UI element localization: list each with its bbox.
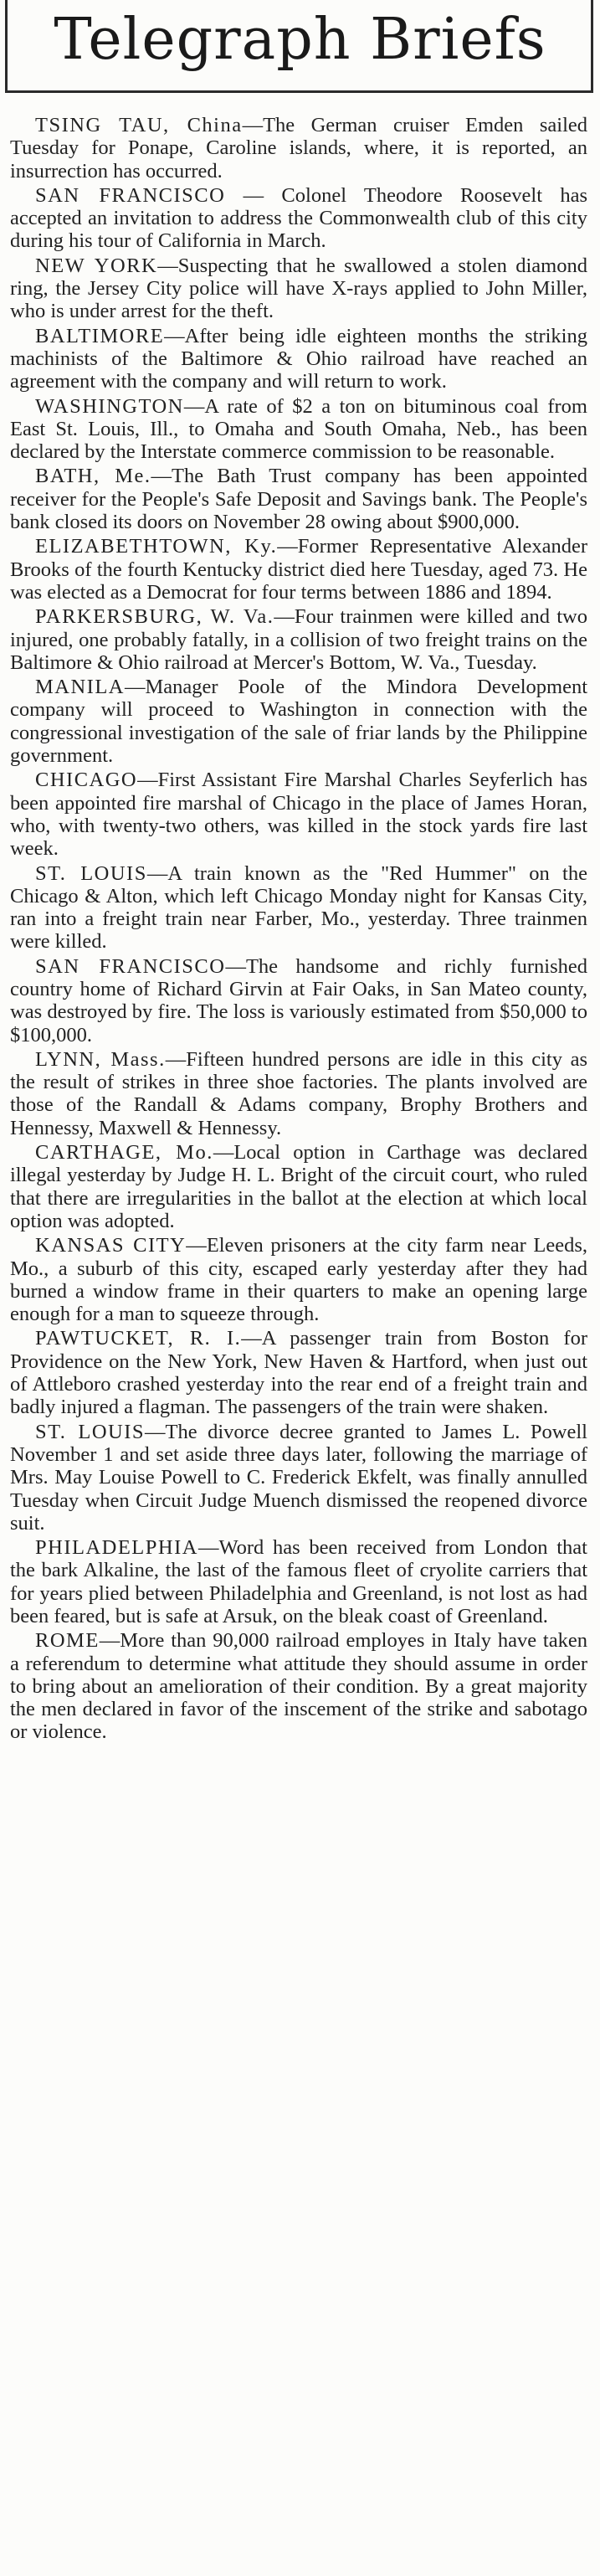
brief-dateline: LYNN, Mass.: [35, 1047, 166, 1071]
brief-text: —Four trainmen were killed and two injured, one probably fatally, in a collision of two freight trains on the Baltimore & Ohio railroad at Mercer's Bottom, W. Va., Tuesday.: [10, 605, 587, 674]
brief-dateline: WASHINGTON: [35, 394, 184, 418]
brief-text: —Manager Poole of the Mindora Development company will proceed to Washington in connection with the congressional investigation of the sale of friar lands by the Philippine government.: [10, 676, 587, 768]
brief-dateline: TSING TAU, China: [35, 114, 243, 136]
brief-item: [10, 1629, 587, 1743]
brief-dateline: CARTHAGE, Mo.: [35, 1141, 213, 1165]
brief-dateline: MANILA: [35, 676, 125, 699]
brief-text: —The German cruiser Emden sailed Tuesday for Ponape, Caroline islands, where, it is reported, an insurrection has occurred.: [10, 114, 587, 183]
brief-text: —Eleven prisoners at the city farm near Leeds, Mo., a suburb of this city, escaped early yesterday after they had burned a window frame in their quarters to make an opening large enough for a man to squeeze through.: [10, 1234, 587, 1326]
brief-item: [10, 1421, 587, 1535]
brief-item: [10, 255, 587, 323]
brief-text: —First Assistant Fire Marshal Charles Seyferlich has been appointed fire marshal of Chicago in the place of James Horan, who, with twenty-two others, was killed in the stock yards fire last week.: [10, 769, 587, 861]
brief-item: [10, 1141, 587, 1232]
brief-text: —The handsome and richly furnished country home of Richard Girvin at Fair Oaks, in San Mateo county, was destroyed by fire. The loss is variously estimated from $50,000 to $100,000.: [10, 954, 587, 1046]
brief-item: [10, 769, 587, 860]
brief-item: [10, 955, 587, 1046]
brief-item: [10, 535, 587, 604]
brief-dateline: PHILADELPHIA: [35, 1536, 198, 1560]
brief-dateline: CHICAGO: [35, 769, 138, 792]
brief-dateline: ELIZABETHTOWN, Ky.: [35, 535, 278, 558]
column-end-mark: [251, 2567, 318, 2572]
brief-text: —Fifteen hundred persons are idle in this city as the result of strikes in three shoe factories. The plants involved are those of the Randall & Adams company, Brophy Brothers and Hennessy, Maxwell & Hennessy.: [10, 1047, 587, 1139]
brief-text: —A rate of $2 a ton on bituminous coal from East St. Louis, Ill., to Omaha and South Omaha, Neb., has been declared by the Interstate commerce commission to be reasonable.: [10, 394, 587, 464]
brief-item: [10, 862, 587, 954]
brief-dateline: BALTIMORE: [35, 324, 165, 347]
brief-dateline: PAWTUCKET, R. I.: [35, 1327, 242, 1350]
brief-text: —Suspecting that he swallowed a stolen diamond ring, the Jersey City police will have X-rays applied to John Miller, who is under arrest for the theft.: [10, 254, 587, 323]
brief-dateline: SAN FRANCISCO: [35, 183, 226, 207]
brief-item: [10, 465, 587, 533]
brief-text: —The divorce decree granted to James L. Powell November 1 and set aside three days later, following the marriage of Mrs. May Louise Powell to C. Frederick Ekfelt, was finally annulled Tuesday when Circuit Judge Muench dismissed the reopened divorce suit.: [10, 1420, 587, 1535]
brief-text: —The Bath Trust company has been appointed receiver for the People's Safe Deposit and Savings bank. The People's bank closed its doors on November 28 owing about $900,000.: [10, 465, 587, 534]
briefs-column: [10, 114, 587, 2563]
brief-item: [10, 395, 587, 464]
brief-item: [10, 114, 587, 183]
brief-text: —A passenger train from Boston for Providence on the New York, New Haven & Hartford, when just out of Attleboro crashed yesterday into the rear end of a freight train and badly injured a flagman. The passengers of the train were shaken.: [10, 1327, 587, 1419]
brief-text: —Local option in Carthage was declared illegal yesterday by Judge H. L. Bright of the circuit court, who ruled that there are irregularities in the ballot at the election at which local option was adopted.: [10, 1141, 587, 1232]
brief-text: —More than 90,000 railroad employes in Italy have taken a referendum to determine what attitude they should assume in order to bring about an amelioration of their condition. By a great majority the men declared in favor of the inscement of the strike and sabotago or violence.: [10, 1629, 587, 1744]
brief-item: [10, 1536, 587, 1627]
brief-dateline: ROME: [35, 1629, 100, 1653]
brief-text: — Colonel Theodore Roosevelt has accepted an invitation to address the Commonwealth club of this city during his tour of California in March.: [10, 183, 587, 253]
headline-bottom-rule: [5, 90, 593, 93]
brief-dateline: ST. LOUIS: [35, 1420, 146, 1443]
brief-item: [10, 605, 587, 674]
brief-item: [10, 1234, 587, 1325]
brief-item: [10, 1327, 587, 1418]
brief-dateline: PARKERSBURG, W. Va.: [35, 605, 274, 629]
brief-item: [10, 676, 587, 767]
page-title: Telegraph Briefs: [54, 7, 546, 73]
brief-text: —A train known as the "Red Hummer" on the Chicago & Alton, which left Chicago Monday night for Kansas City, ran into a freight train near Farber, Mo., yesterday. Three trainmen were killed.: [10, 861, 587, 954]
brief-dateline: ST. LOUIS: [35, 861, 147, 885]
brief-dateline: BATH, Me.: [35, 465, 151, 488]
brief-dateline: SAN FRANCISCO: [35, 954, 226, 978]
brief-dateline: NEW YORK: [35, 254, 158, 277]
brief-item: [10, 1048, 587, 1139]
brief-text: —After being idle eighteen months the striking machinists of the Baltimore & Ohio railroad have reached an agreement with the company and will return to work.: [10, 324, 587, 393]
brief-item: [10, 325, 587, 393]
brief-dateline: KANSAS CITY: [35, 1234, 187, 1257]
brief-text: —Word has been received from London that the bark Alkaline, the last of the famous fleet of cryolite carriers that for years plied between Philadelphia and Greenland, is not lost as had been feared, but is safe at Arsuk, on the bleak coast of Greenland.: [10, 1536, 587, 1627]
brief-item: [10, 184, 587, 253]
brief-text: —Former Representative Alexander Brooks of the fourth Kentucky district died here Tuesday, aged 73. He was elected as a Democrat for four terms between 1886 and 1894.: [10, 535, 587, 604]
